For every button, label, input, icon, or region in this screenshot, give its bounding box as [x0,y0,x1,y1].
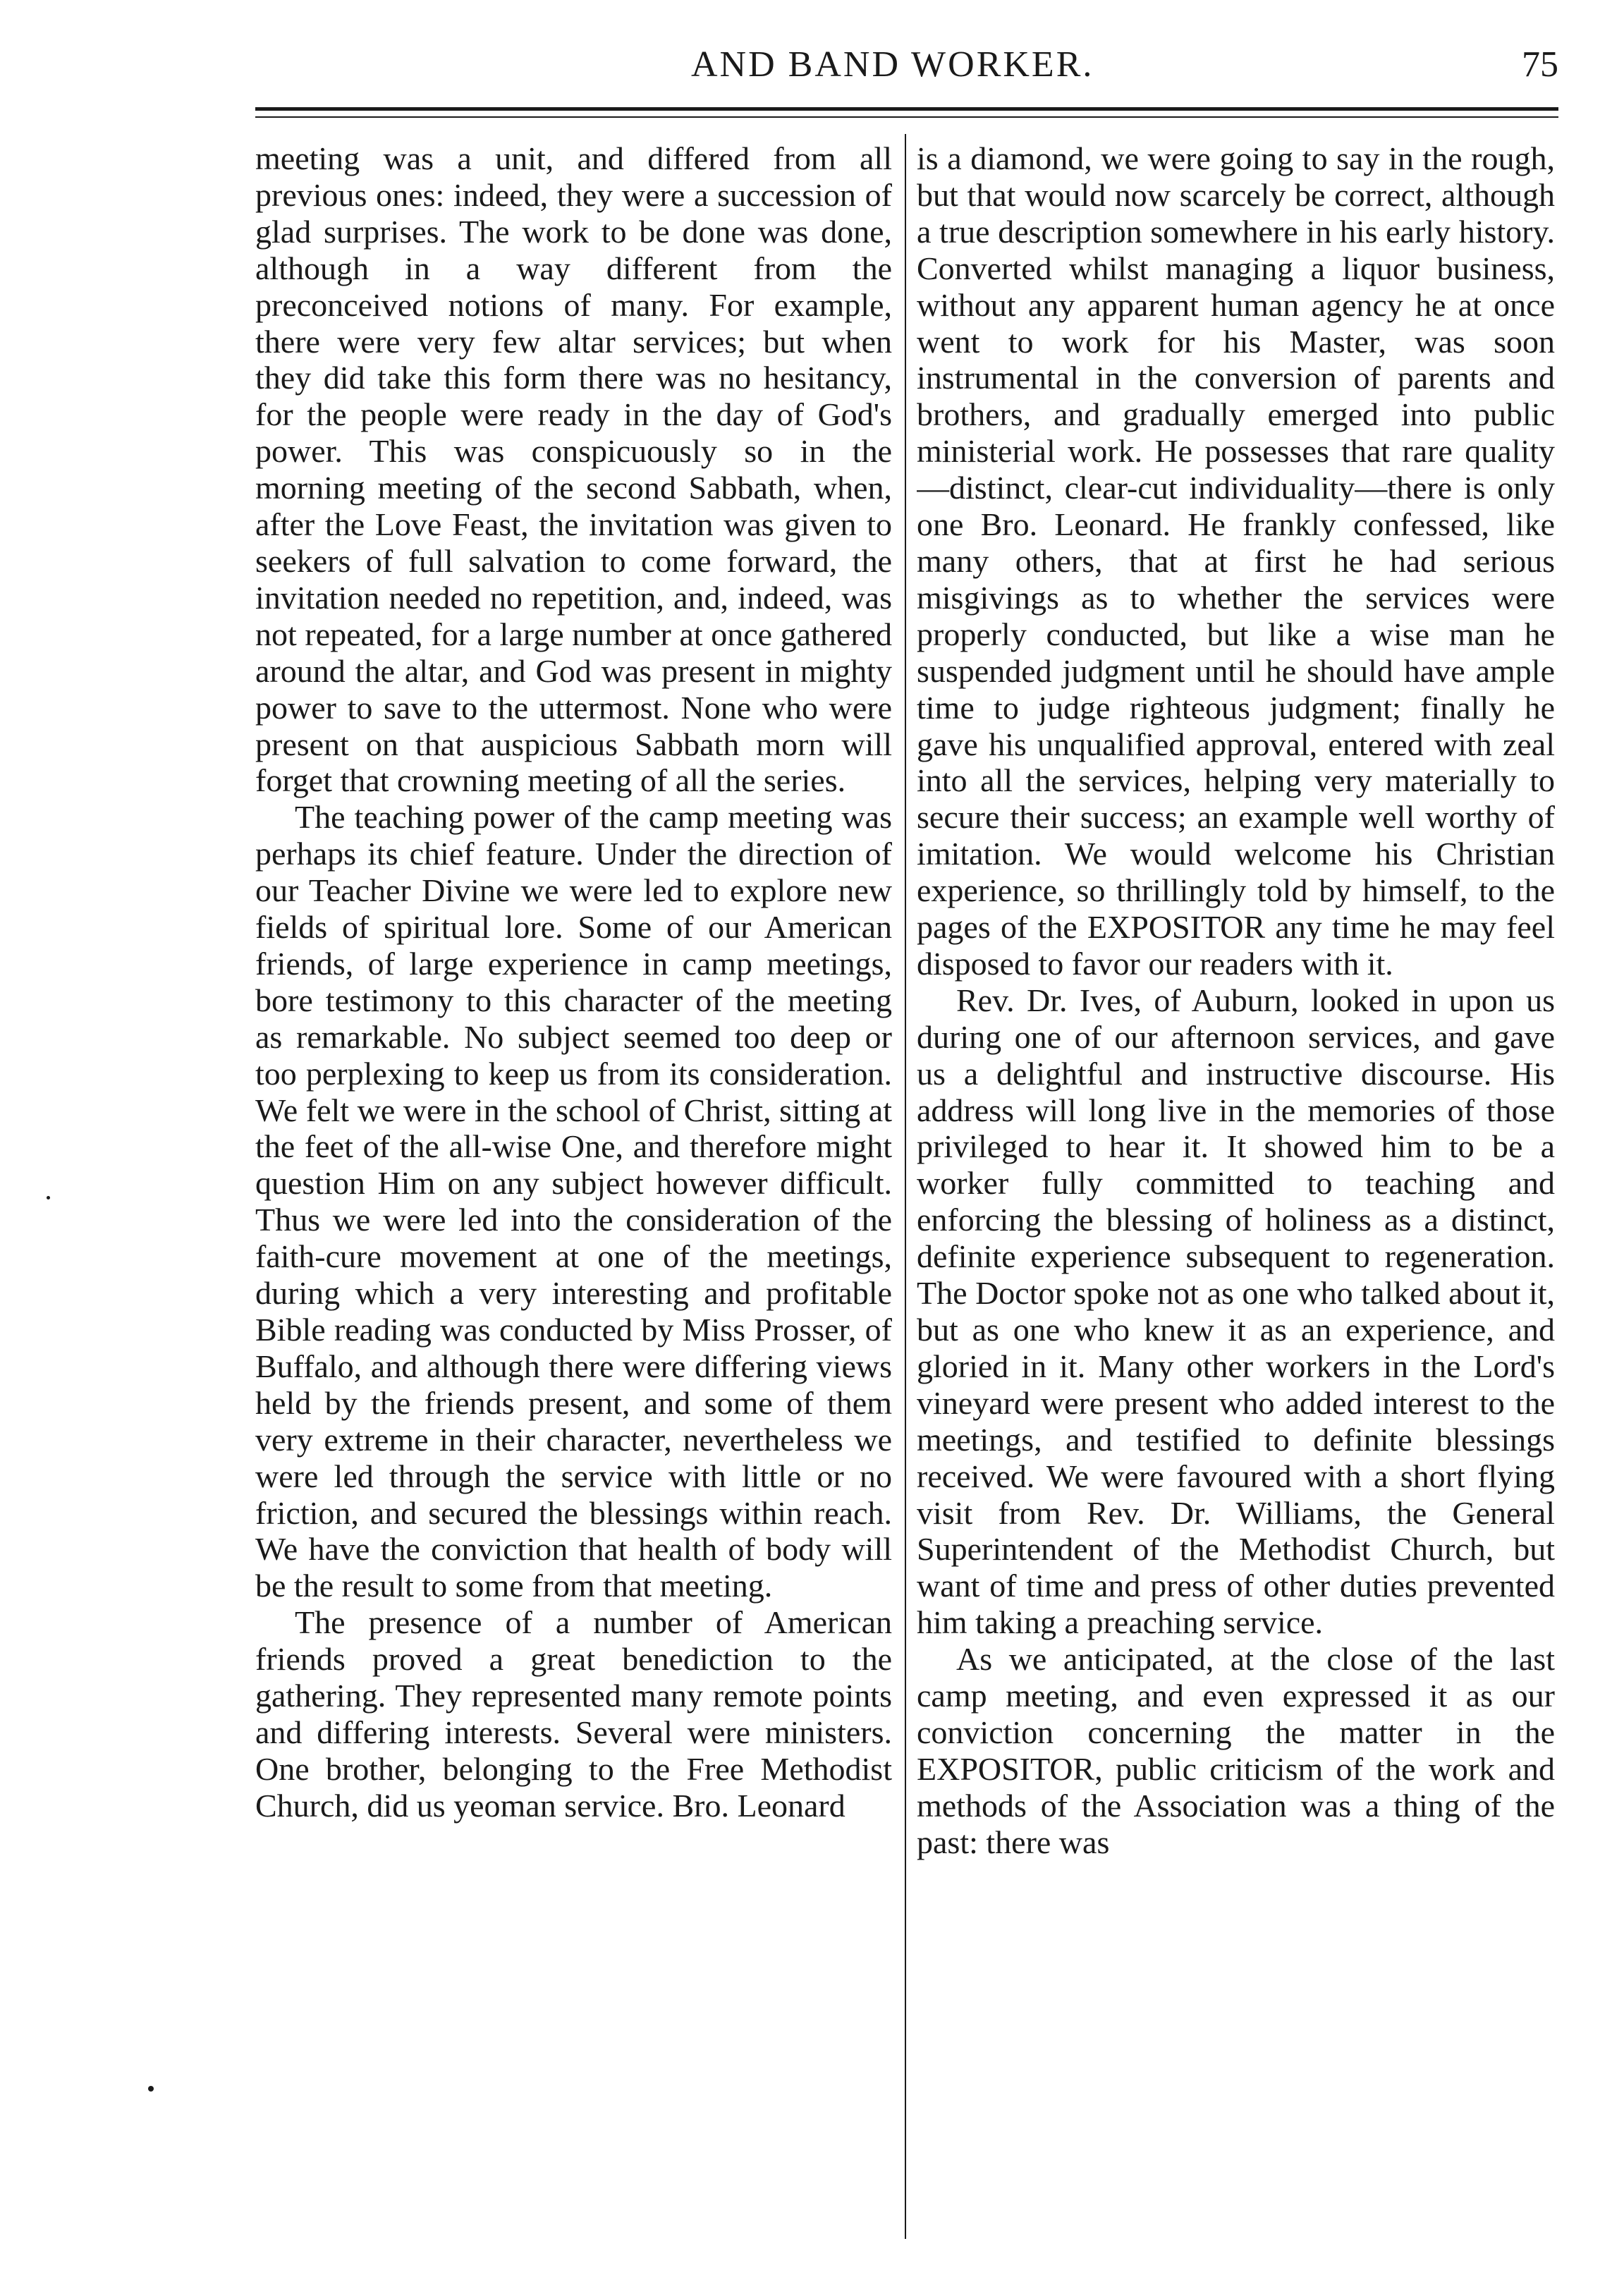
running-head: AND BAND WORKER. [691,44,1094,85]
header-rule-thin [255,116,1558,118]
left-column [255,140,892,2249]
print-speck [47,1196,50,1199]
paragraph: meeting was a unit, and differed from all previous ones: indeed, they were a succession of glad surprises. The work to be done was done, although in a way different from the preconceived notions of many. For example, there were very few altar services; but when they did take this form there was no hesitancy, for the people were ready in the day of God's power. This was conspicuously so in the morning meeting of the second Sabbath, when, after the Love Feast, the invitation was given to seekers of full salvation to come forward, the invitation needed no repetition, and, indeed, was not repeated, for a large number at once gathered around the altar, and God was present in mighty power to save to the uttermost. None who were present on that auspicious Sabbath morn will forget that crowning meeting of all the series. [255,140,892,799]
header-rule-thick [255,107,1558,111]
paragraph: The teaching power of the camp meeting was perhaps its chief feature. Under the direction of our Teacher Divine we were led to explore new fields of spiritual lore. Some of our American friends, of large experience in camp meetings, bore testimony to this character of the meeting as remarkable. No subject seemed too deep or too perplexing to keep us from its consideration. We felt we were in the school of Christ, sitting at the feet of the all-wise One, and therefore might question Him on any subject however difficult. Thus we were led into the consideration of the faith-cure movement at one of the meetings, during which a very interesting and profitable Bible reading was conducted by Miss Prosser, of Buffalo, and although there were differing views held by the friends present, and some of them very extreme in their character, nevertheless we were led through the service with little or no friction, and secured the blessings within reach. We have the conviction that health of body will be the result to some from that meeting. [255,799,892,1604]
print-speck [148,2086,154,2092]
paragraph: As we anticipated, at the close of the last camp meeting, and even expressed it as our conviction concerning the matter in the EXPOSITOR, public criticism of the work and methods of the Association was a thing of the past: there was [917,1641,1555,1860]
right-column [917,140,1555,2249]
page-number: 75 [1522,44,1558,85]
column-divider [905,134,906,2239]
page-header [254,44,1558,100]
paragraph: The presence of a number of American friends proved a great benediction to the gathering. They represented many remote points and differing interests. Several were ministers. One brother, belonging to the Free Methodist Church, did us yeoman service. Bro. Leonard [255,1604,892,1824]
paragraph: is a diamond, we were going to say in the rough, but that would now scarcely be correct, although a true description somewhere in his early history. Converted whilst managing a liquor business, without any apparent human agency he at once went to work for his Master, was soon instrumental in the conversion of parents and brothers, and gradually emerged into public ministerial work. He possesses that rare quality—distinct, clear-cut individuality—there is only one Bro. Leonard. He frankly confessed, like many others, that at first he had serious misgivings as to whether the services were properly conducted, but like a wise man he suspended judgment until he should have ample time to judge righteous judgment; finally he gave his unqualified approval, entered with zeal into all the services, helping very materially to secure their success; an example well worthy of imitation. We would welcome his Christian experience, so thrillingly told by himself, to the pages of the EXPOSITOR any time he may feel disposed to favor our readers with it. [917,140,1555,982]
paragraph: Rev. Dr. Ives, of Auburn, looked in upon us during one of our afternoon services, and gave us a delightful and instructive discourse. His address will long live in the memories of those privileged to hear it. It showed him to be a worker fully committed to teaching and enforcing the blessing of holiness as a distinct, definite experience subsequent to regeneration. The Doctor spoke not as one who talked about it, but as one who knew it as an experience, and gloried in it. Many other workers in the Lord's vineyard were present who added interest to the meetings, and testified to definite blessings received. We were favoured with a short flying visit from Rev. Dr. Williams, the General Superintendent of the Methodist Church, but want of time and press of other duties prevented him taking a preaching service. [917,982,1555,1641]
